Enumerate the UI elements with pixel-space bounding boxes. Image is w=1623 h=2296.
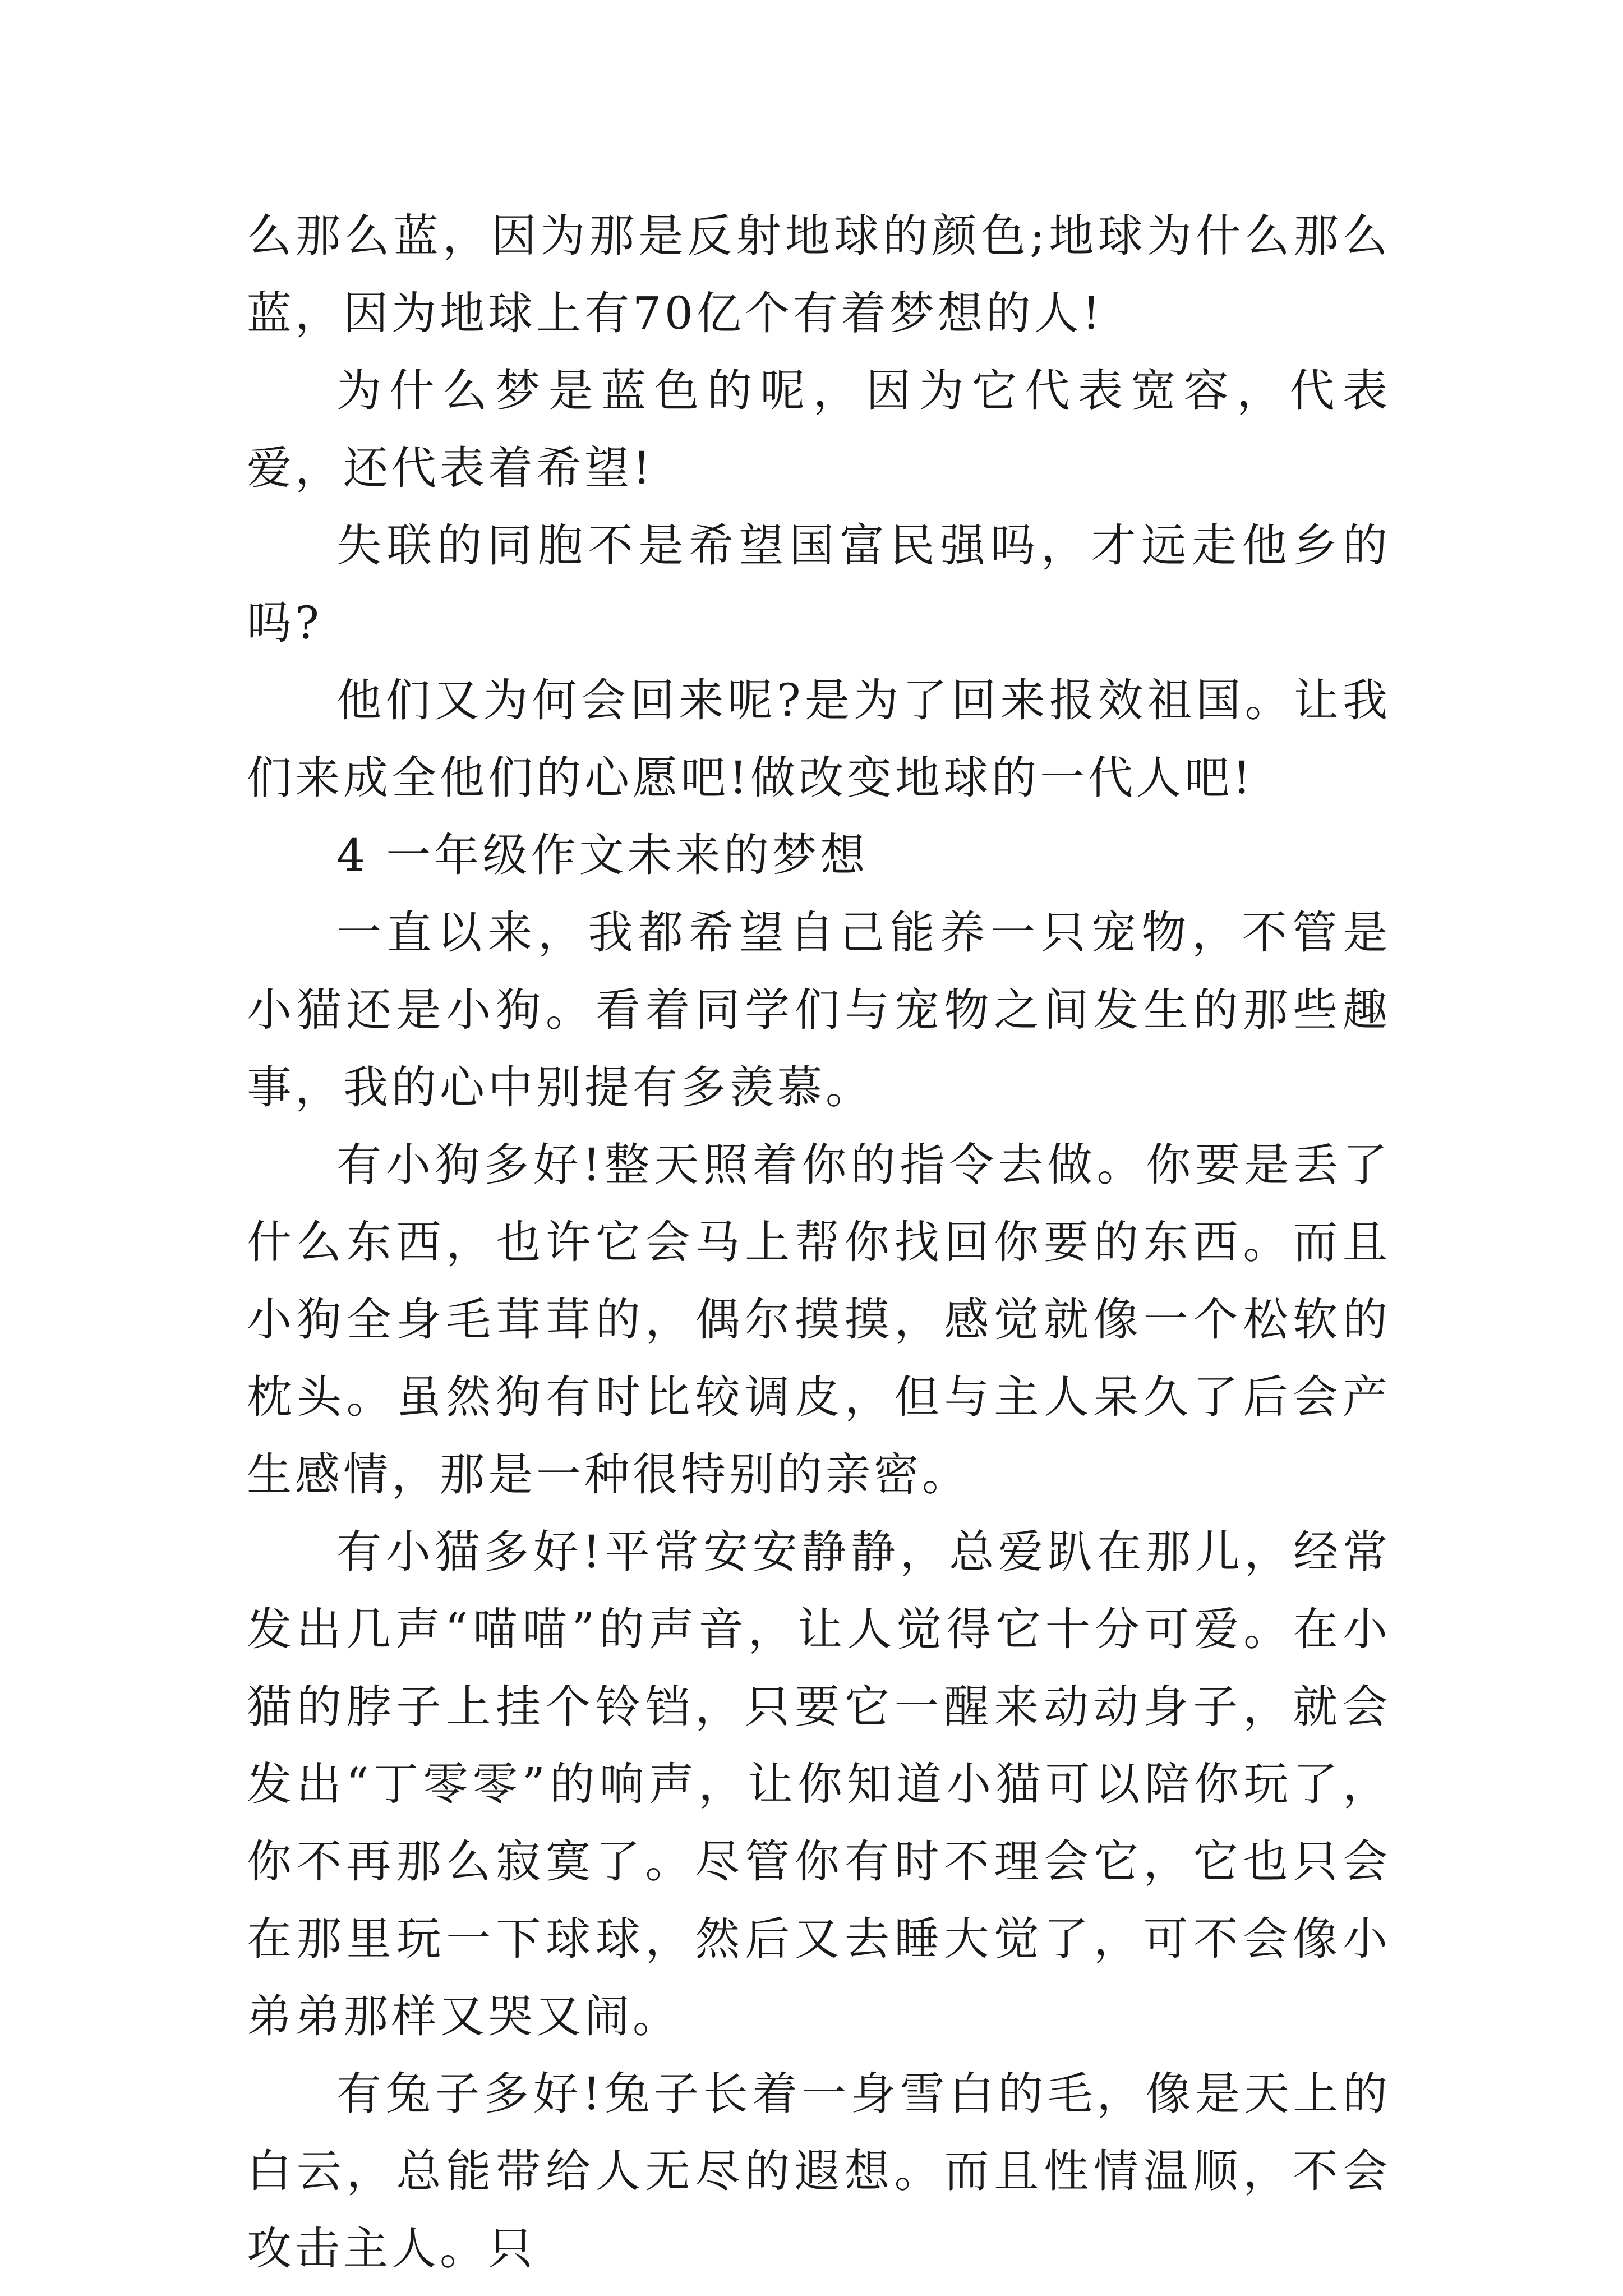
paragraph: 一直以来，我都希望自己能养一只宠物，不管是小猫还是小狗。看着同学们与宠物之间发生的那些趣事，我的心中别提有多羡慕。: [247, 907, 1391, 1114]
paragraph: 失联的同胞不是希望国富民强吗，才远走他乡的吗?: [247, 519, 1391, 649]
paragraph: 有兔子多好!兔子长着一身雪白的毛，像是天上的白云，总能带给人无尽的遐想。而且性情温顺，不会攻击主人。只: [247, 2068, 1391, 2275]
section-heading: 4 一年级作文未来的梦想: [336, 829, 869, 881]
paragraph: 有小猫多好!平常安安静静，总爱趴在那儿，经常发出几声“喵喵”的声音，让人觉得它十分可爱。在小猫的脖子上挂个铃铛，只要它一醒来动动身子，就会发出“丁零零”的响声，让你知道小猫可以陪你玩了，你不再那么寂寞了。尽管你有时不理会它，它也只会在那里玩一下球球，然后又去睡大觉了，可不会像小弟弟那样又哭又闹。: [247, 1526, 1391, 2042]
paragraph: 为什么梦是蓝色的呢，因为它代表宽容，代表爱，还代表着希望!: [247, 365, 1391, 494]
paragraph: 么那么蓝，因为那是反射地球的颜色;地球为什么那么蓝，因为地球上有70亿个有着梦想的人!: [247, 210, 1391, 339]
document-body: [247, 197, 1391, 2288]
paragraph: 他们又为何会回来呢?是为了回来报效祖国。让我们来成全他们的心愿吧!做改变地球的一代人吧!: [247, 674, 1391, 804]
paragraph: 有小狗多好!整天照着你的指令去做。你要是丢了什么东西，也许它会马上帮你找回你要的东西。而且小狗全身毛茸茸的，偶尔摸摸，感觉就像一个松软的枕头。虽然狗有时比较调皮，但与主人呆久了后会产生感情，那是一种很特别的亲密。: [247, 1139, 1391, 1501]
